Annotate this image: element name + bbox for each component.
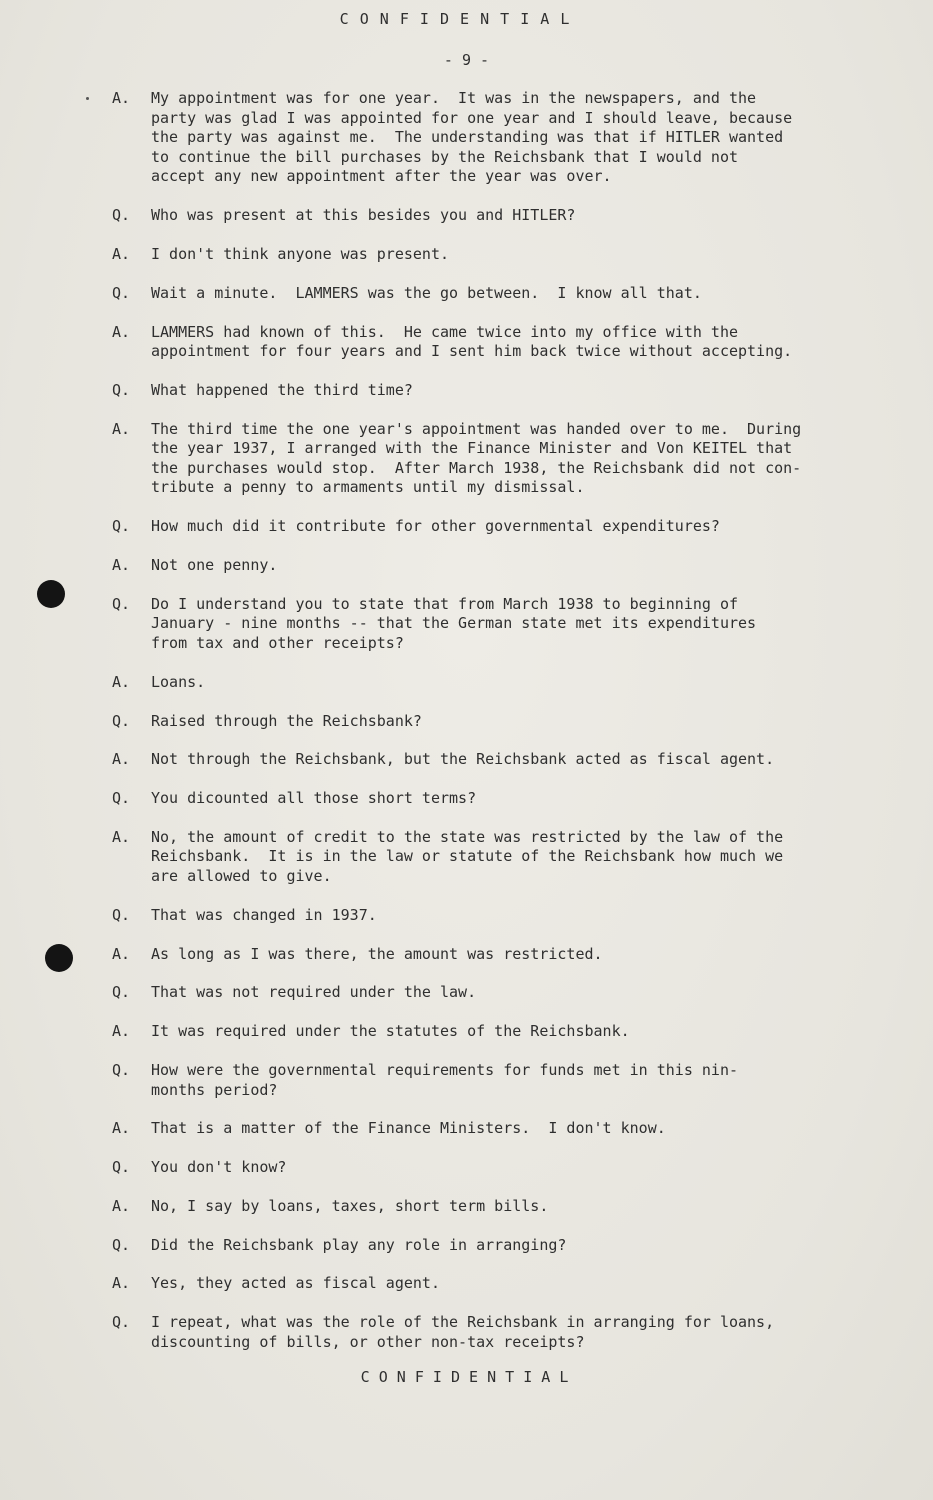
question-entry [112,789,872,809]
entry-text: Raised through the Reichsbank? [151,711,422,730]
entry-text: You don't know? [151,1158,287,1177]
entry-text: How were the governmental requirements for funds met in this nin- months period? [151,1060,738,1099]
speaker-label: Q. [112,983,131,1002]
speaker-label: Q. [112,789,131,808]
question-entry [112,1313,872,1352]
question-entry [112,1158,872,1178]
speaker-label: A. [112,944,131,963]
entry-text: Do I understand you to state that from March 1938 to beginning of January - nine months -- that the German state met its expenditures from tax and other receipts? [151,594,757,652]
question-entry [112,1061,872,1100]
entry-text: Yes, they acted as fiscal agent. [151,1274,440,1293]
speaker-label: A. [112,244,131,263]
speaker-label: A. [112,1119,131,1138]
speaker-label: Q. [112,905,131,924]
answer-entry [112,828,872,887]
entry-text: How much did it contribute for other governmental expenditures? [151,517,720,536]
question-entry [112,595,872,654]
entry-text: That was changed in 1937. [151,905,377,924]
answer-entry [112,945,872,965]
question-entry [112,983,872,1003]
entry-text: I don't think anyone was present. [151,244,450,263]
entry-text: Not one penny. [151,556,278,574]
confidential-footer: C O N F I D E N T I A L [360,1368,569,1386]
speaker-label: Q. [112,517,131,536]
entry-text: That is a matter of the Finance Ministers. I don't know. [151,1119,666,1138]
answer-entry [112,89,872,187]
answer-entry [112,245,872,265]
speaker-label: Q. [112,1158,131,1177]
speaker-label: Q. [112,1313,131,1332]
speaker-label: A. [112,556,131,574]
entry-text: You dicounted all those short terms? [151,789,477,808]
confidential-header: C O N F I D E N T I A L [339,10,570,28]
speaker-label: Q. [112,711,131,730]
entry-text: Not through the Reichsbank, but the Reichsbank acted as fiscal agent. [151,750,775,769]
question-entry [112,381,872,401]
punch-hole-bottom [45,944,73,972]
speaker-label: A. [112,672,131,691]
speaker-label: Q. [112,1235,131,1254]
entry-text: No, I say by loans, taxes, short term bills. [151,1196,549,1215]
page-number: - 9 - [443,51,490,69]
speaker-label: A. [112,419,131,438]
answer-entry [112,556,872,576]
speaker-label: A. [112,1196,131,1215]
speaker-label: Q. [112,380,131,399]
answer-entry [112,673,872,693]
speaker-label: A. [112,827,131,846]
entry-text: Did the Reichsbank play any role in arranging? [151,1235,567,1254]
speaker-label: A. [112,1022,131,1041]
punch-hole-top [37,580,65,608]
entry-text: Loans. [151,672,206,691]
question-entry [112,712,872,732]
answer-entry [112,1197,872,1217]
speaker-label: A. [112,322,131,341]
entry-text: Who was present at this besides you and HITLER? [151,206,576,225]
entry-text: What happened the third time? [151,380,413,399]
question-entry [112,906,872,926]
question-entry [112,284,872,304]
entry-text: That was not required under the law. [151,983,477,1002]
question-entry [112,206,872,226]
speaker-label: A. [112,750,131,769]
entry-text: The third time the one year's appointment was handed over to me. During the year 1937, I arranged with the Finance Minister and Von KEITEL that the purchases would stop. After March 1938, the Reichsbank did not con- tribute a penny to armaments until my dismissal. [151,419,802,497]
speaker-label: Q. [112,594,131,613]
entry-text: Wait a minute. LAMMERS was the go between. I know all that. [151,283,702,302]
question-entry [112,517,872,537]
entry-text: It was required under the statutes of the Reichsbank. [151,1022,630,1041]
answer-entry [112,1274,872,1294]
paper-speck [86,97,89,100]
interrogation-transcript [112,89,872,1372]
entry-text: My appointment was for one year. It was in the newspapers, and the party was glad I was appointed for one year and I should leave, because the party was against me. The understanding was that if HITLER wanted to continue the bill purchases by the Reichsbank that I would not accept any new appointment after the year was over. [151,89,793,186]
entry-text: I repeat, what was the role of the Reichsbank in arranging for loans, discounting of bills, or other non-tax receipts? [151,1313,775,1351]
question-entry [112,1236,872,1256]
answer-entry [112,1022,872,1042]
answer-entry [112,323,872,362]
answer-entry [112,750,872,770]
speaker-label: Q. [112,206,131,225]
entry-text: LAMMERS had known of this. He came twice into my office with the appointment for four years and I sent him back twice without accepting. [151,322,793,361]
speaker-label: A. [112,1274,131,1293]
speaker-label: Q. [112,1060,131,1079]
answer-entry [112,1119,872,1139]
speaker-label: Q. [112,283,131,302]
entry-text: As long as I was there, the amount was restricted. [151,944,603,963]
answer-entry [112,420,872,498]
speaker-label: A. [112,89,131,107]
entry-text: No, the amount of credit to the state was restricted by the law of the Reichsbank. It is in the law or statute of the Reichsbank how much we are allowed to give. [151,827,784,886]
